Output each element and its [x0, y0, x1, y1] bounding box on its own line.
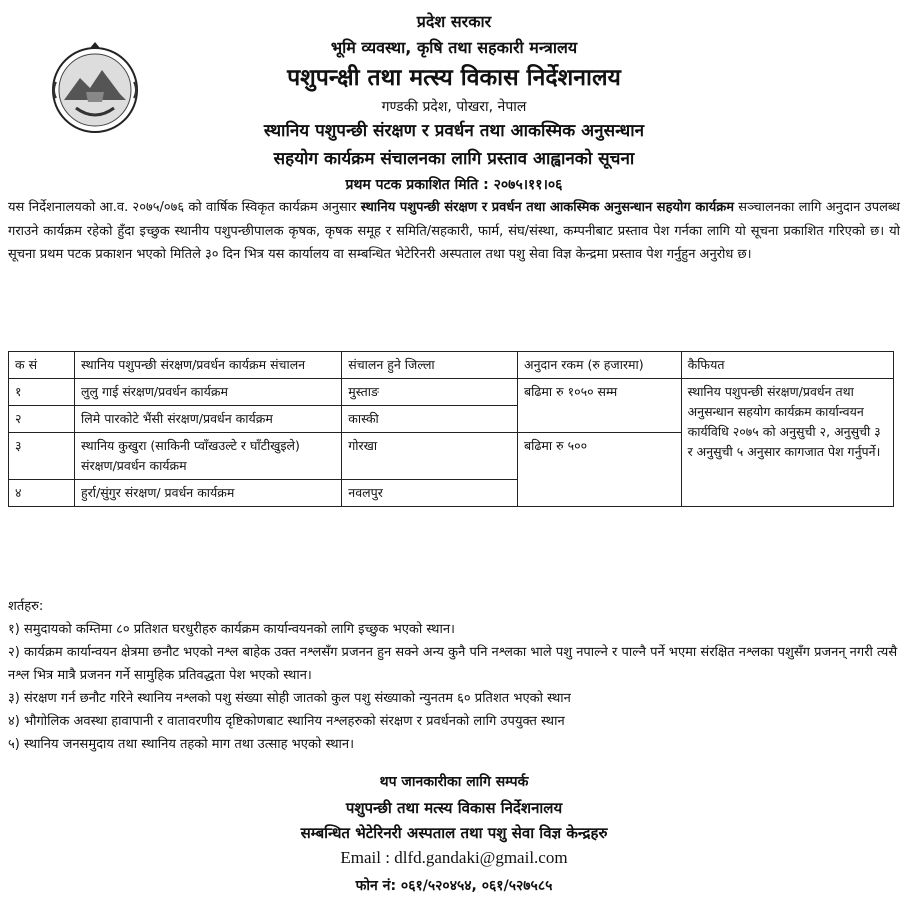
col-header-remarks: कैफियत [681, 352, 893, 379]
row-sn: २ [9, 406, 75, 433]
list-item: १) समुदायको कम्तिमा ८० प्रतिशत घरधुरीहरु कार्यक्रम कार्यान्वयनको लागि इच्छुक भएको स्थान। [8, 622, 455, 637]
row-program: हुर्रा/सुंगुर संरक्षण/ प्रवर्धन कार्यक्रम [75, 480, 342, 507]
row-sn: १ [9, 379, 75, 406]
row-amount: बढिमा रु १०५० सम्म [518, 379, 682, 433]
program-table [8, 351, 894, 507]
row-program: लिमे पारकोटे भैंसी संरक्षण/प्रवर्धन कार्यक्रम [75, 406, 342, 433]
row-program: लुलु गाई संरक्षण/प्रवर्धन कार्यक्रम [75, 379, 342, 406]
publish-date: प्रथम पटक प्रकाशित मिति : २०७५।११।०६ [345, 177, 563, 193]
notice-title-2: सहयोग कार्यक्रम संचालनका लागि प्रस्ताव आह्वानको सूचना [273, 149, 635, 169]
row-district: कास्की [342, 406, 518, 433]
contact-phone: फोन नं: ०६१/५२०४५४, ०६१/५२७५८५ [355, 878, 553, 894]
row-district: नवलपुर [342, 480, 518, 507]
header-line-1: प्रदेश सरकार [416, 12, 492, 31]
contact-heading: थप जानकारीका लागि सम्पर्क [379, 774, 529, 790]
table-header-row [9, 352, 894, 379]
intro-paragraph [8, 196, 900, 267]
list-item: ४) भौगोलिक अवस्था हावापानी र वातावरणीय दृष्टिकोणबाट स्थानिय नश्लहरुको संरक्षण र प्रवर्धनको लागि उपयुक्त स्थान [8, 714, 565, 729]
intro-text-2: सञ्चालनका लागि अनुदान उपलब्ध गराउने कार्यक्रम रहेको हुँदा इच्छुक स्थानीय पशुपन्छीपालक कृषक, कृषक समूह र समिति/सहकारी, फार्म, संघ/संस्था, कम्पनीबाट प्रस्ताव पेश गर्नका लागि यो सूचना प्रकाशित गरिएको छ। यो सूचना प्रथम पटक प्रकाशन भएको मितिले ३० दिन भित्र यस कार्यालय वा सम्बन्धित भेटेरिनरी अस्पताल तथा पशु सेवा विज्ञ केन्द्रमा प्रस्ताव पेश गर्नुहुन अनुरोध छ। [8, 200, 900, 263]
intro-text-1: यस निर्देशनालयको आ.व. २०७५/०७६ को वार्षिक स्विकृत कार्यक्रम अनुसार [8, 200, 361, 215]
col-header-program: स्थानिय पशुपन्छी संरक्षण/प्रवर्धन कार्यक्रम संचालन [75, 352, 342, 379]
contact-centers: सम्बन्धित भेटेरिनरी अस्पताल तथा पशु सेवा विज्ञ केन्द्रहरु [300, 824, 608, 842]
conditions-title: शर्तहरु: [8, 599, 44, 614]
row-district: गोरखा [342, 433, 518, 480]
contact-directorate: पशुपन्छी तथा मत्स्य विकास निर्देशनालय [345, 799, 563, 817]
header-directorate: पशुपन्क्षी तथा मत्स्य विकास निर्देशनालय [287, 65, 621, 91]
table-row [9, 379, 894, 406]
list-item: ५) स्थानिय जनसमुदाय तथा स्थानिय तहको माग तथा उत्साह भएको स्थान। [8, 737, 355, 752]
header-address: गण्डकी प्रदेश, पोखरा, नेपाल [381, 99, 527, 115]
list-item: २) कार्यक्रम कार्यान्वयन क्षेत्रमा छनौट भएको नश्ल बाहेक उक्त नश्लसँग प्रजनन हुन सक्ने अन्य कुनै पनि नश्लका भाले पशु नपाल्ने र पाल्नै पर्ने भएमा संरक्षित नश्लका पशुसँग प्रजनन् नगरी त्यसै नश्ल भित्र मात्रै प्रजनन गर्ने सामुहिक प्रतिवद्धता पेश भएको स्थान। [8, 645, 898, 683]
header-ministry: भूमि व्यवस्था, कृषि तथा सहकारी मन्त्रालय [330, 38, 578, 57]
intro-program-name: स्थानिय पशुपन्छी संरक्षण र प्रवर्धन तथा आकस्मिक अनुसन्धान सहयोग कार्यक्रम [360, 200, 734, 215]
row-district: मुस्ताङ [342, 379, 518, 406]
row-sn: ३ [9, 433, 75, 480]
col-header-district: संचालन हुने जिल्ला [342, 352, 518, 379]
conditions-list [8, 618, 900, 756]
col-header-sn: क सं [9, 352, 75, 379]
row-amount: बढिमा रु ५०० [518, 433, 682, 507]
contact-email[interactable]: Email : dlfd.gandaki@gmail.com [340, 848, 568, 867]
row-sn: ४ [9, 480, 75, 507]
notice-title-1: स्थानिय पशुपन्छी संरक्षण र प्रवर्धन तथा आकस्मिक अनुसन्धान [263, 121, 645, 141]
col-header-amount: अनुदान रकम (रु हजारमा) [518, 352, 682, 379]
list-item: ३) संरक्षण गर्न छनौट गरिने स्थानिय नश्लको पशु संख्या सोही जातको कुल पशु संख्याको न्युनतम ६० प्रतिशत भएको स्थान [8, 691, 571, 706]
row-program: स्थानिय कुखुरा (साकिनी प्वाँखउल्टे र घाँटीखुइले) संरक्षण/प्रवर्धन कार्यक्रम [75, 433, 342, 480]
row-remarks: स्थानिय पशुपन्छी संरक्षण/प्रवर्धन तथा अनुसन्धान सहयोग कार्यक्रम कार्यान्वयन कार्यविधि २०७५ को अनुसुची २, अनुसुची ३ र अनुसुची ५ अनुसार कागजात पेश गर्नुपर्ने। [681, 379, 893, 507]
